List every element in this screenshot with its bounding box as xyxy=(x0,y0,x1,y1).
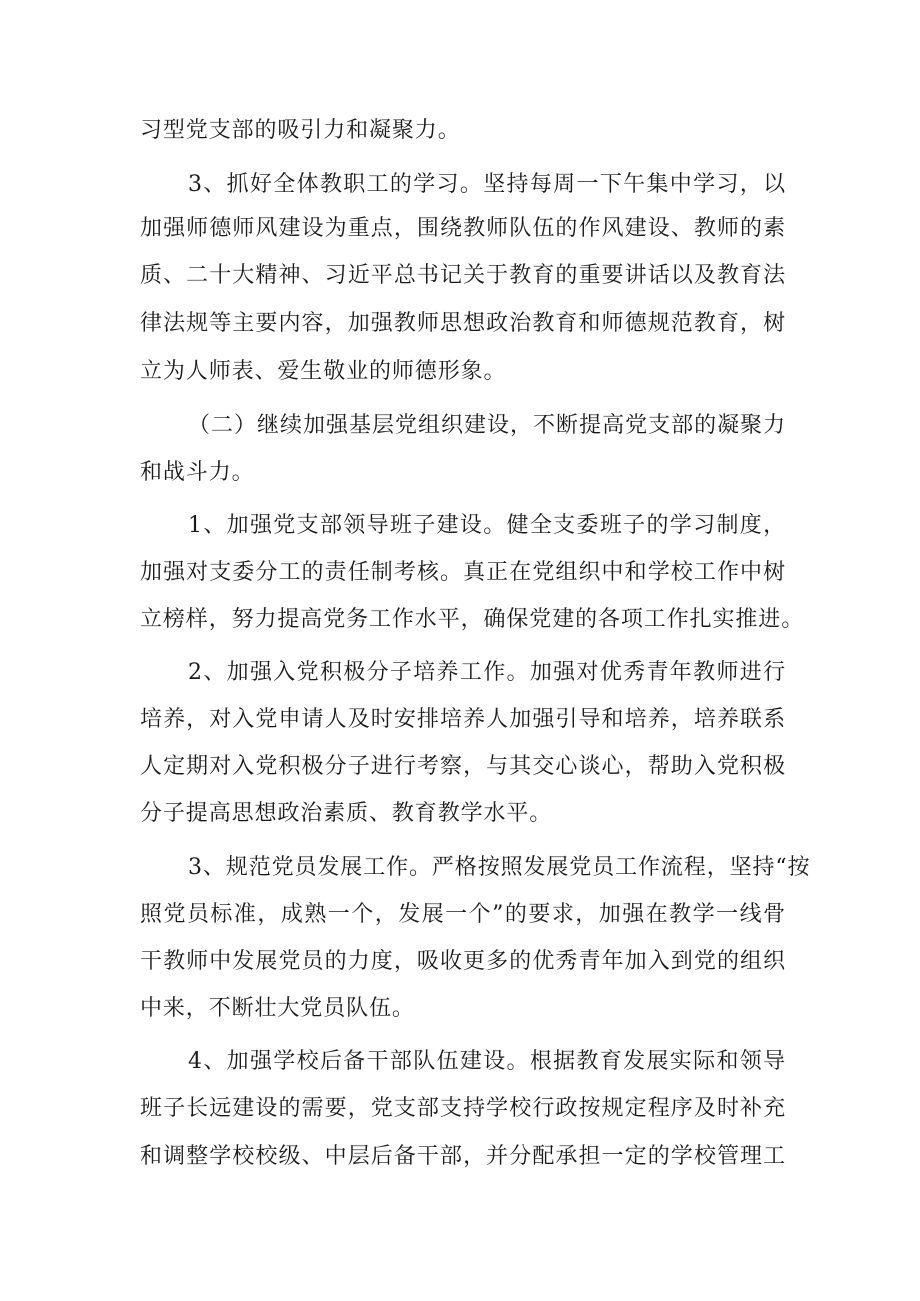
text-line: 和调整学校校级、中层后备干部，并分配承担一定的学校管理工 xyxy=(140,1144,786,1169)
text-line: 立榜样，努力提高党务工作水平，确保党建的各项工作扎实推进。 xyxy=(140,607,805,632)
text-line: 1、加强党支部领导班子建设。健全支委班子的学习制度， xyxy=(188,513,786,538)
text-line: 3、抓好全体教职工的学习。坚持每周一下午集中学习，以 xyxy=(188,172,786,197)
text-line: 习型党支部的吸引力和凝聚力。 xyxy=(140,118,461,143)
text-line: 4、加强学校后备干部队伍建设。根据教育发展实际和领导 xyxy=(188,1049,786,1074)
text-line: 中来，不断壮大党员队伍。 xyxy=(140,996,415,1021)
section-heading-line: 和战斗力。 xyxy=(140,460,255,485)
text-line: 分子提高思想政治素质、教育教学水平。 xyxy=(140,801,553,826)
text-line: 加强对支委分工的责任制考核。真正在党组织中和学校工作中树 xyxy=(140,560,786,585)
text-line: 律法规等主要内容，加强教师思想政治教育和师德规范教育，树 xyxy=(140,311,786,336)
section-heading-line: （二）继续加强基层党组织建设，不断提高党支部的凝聚力 xyxy=(188,413,786,438)
text-line: 干教师中发展党员的力度，吸收更多的优秀青年加入到党的组织 xyxy=(140,949,786,974)
text-line: 立为人师表、爱生敬业的师德形象。 xyxy=(140,359,507,384)
text-line: 班子长远建设的需要，党支部支持学校行政按规定程序及时补充 xyxy=(140,1096,786,1121)
text-line: 照党员标准，成熟一个，发展一个”的要求，加强在教学一线骨 xyxy=(140,902,786,927)
text-line: 2、加强入党积极分子培养工作。加强对优秀青年教师进行 xyxy=(188,660,786,685)
text-line: 质、二十大精神、习近平总书记关于教育的重要讲话以及教育法 xyxy=(140,263,786,288)
text-line: 加强师德师风建设为重点，围绕教师队伍的作风建设、教师的素 xyxy=(140,216,786,241)
text-line: 3、规范党员发展工作。严格按照发展党员工作流程，坚持“按 xyxy=(188,855,811,880)
text-line: 培养，对入党申请人及时安排培养人加强引导和培养，培养联系 xyxy=(140,707,786,732)
text-line: 人定期对入党积极分子进行考察，与其交心谈心，帮助入党积极 xyxy=(140,754,786,779)
